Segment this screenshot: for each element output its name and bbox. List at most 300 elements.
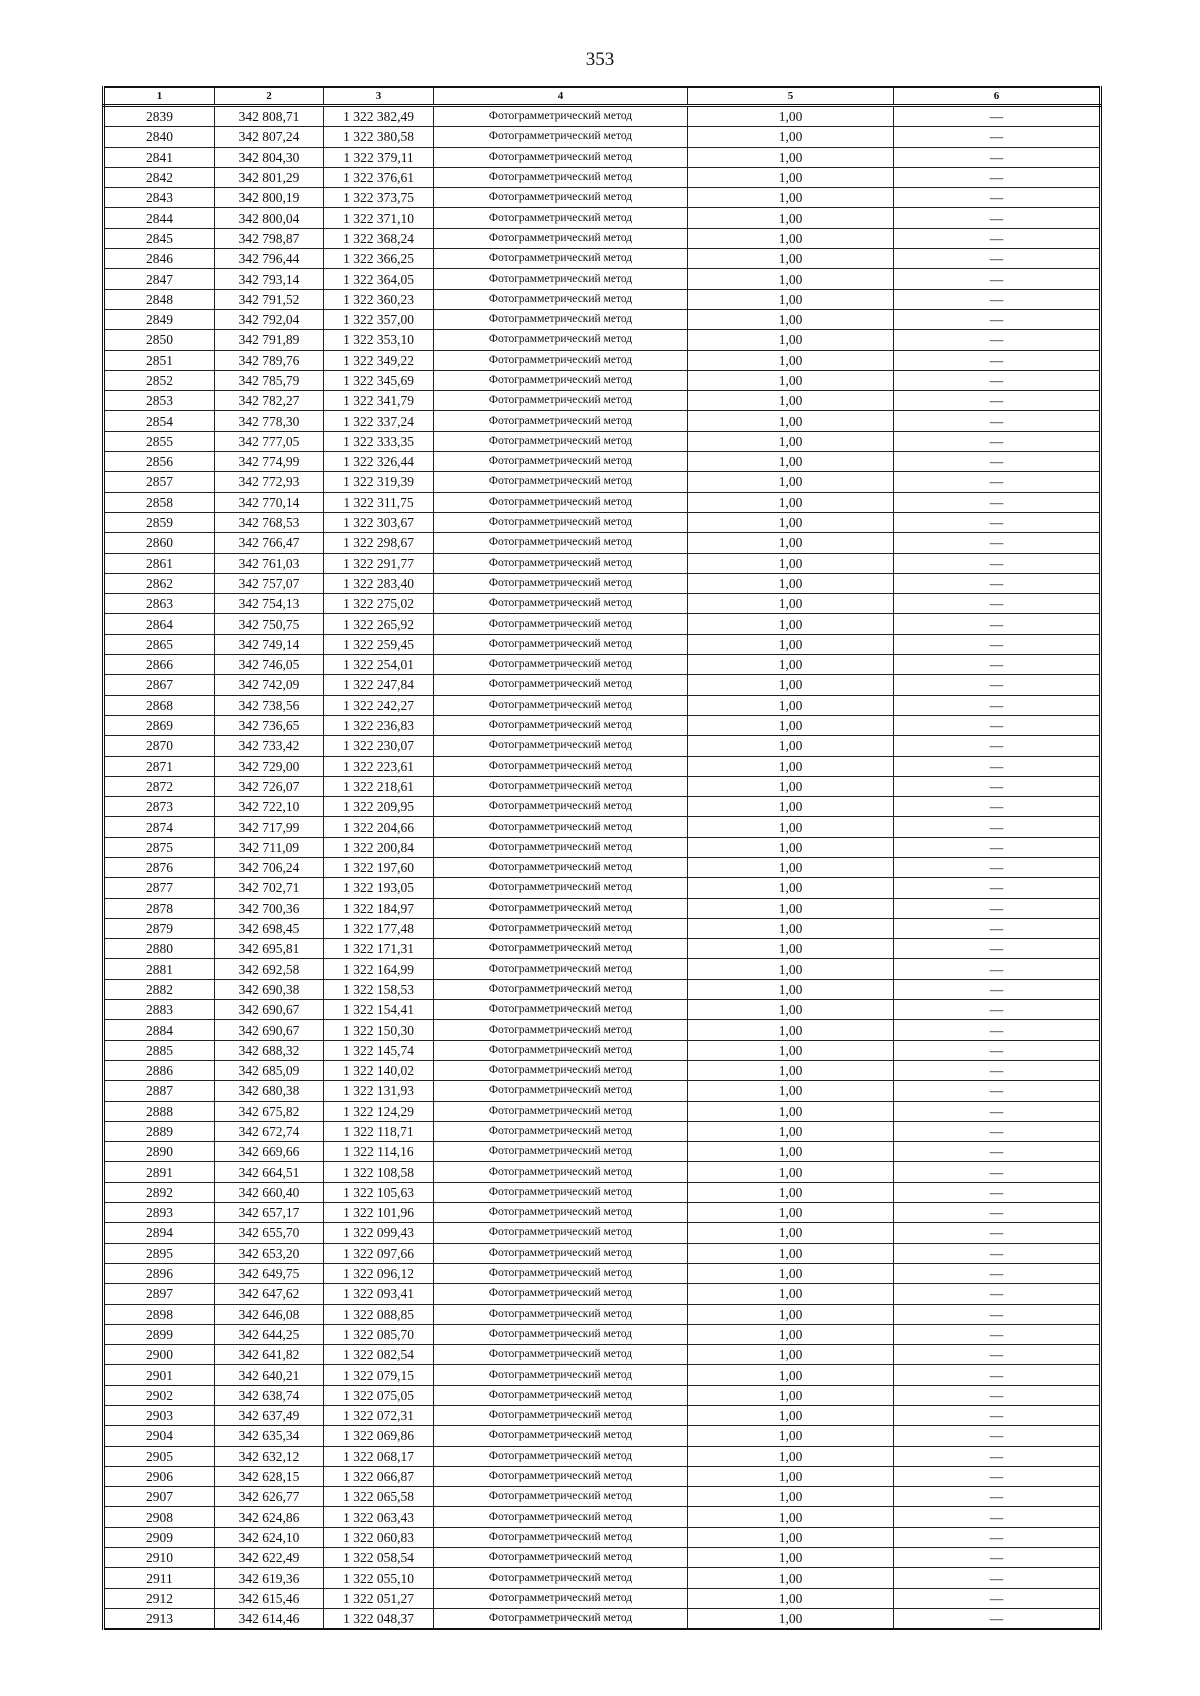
point-number-cell: 2868 xyxy=(104,695,215,715)
accuracy-cell: 1,00 xyxy=(688,715,894,735)
point-number-cell: 2841 xyxy=(104,147,215,167)
y-coordinate-cell: 1 322 326,44 xyxy=(324,452,434,472)
x-coordinate-cell: 342 692,58 xyxy=(215,959,324,979)
x-coordinate-cell: 342 789,76 xyxy=(215,350,324,370)
table-row xyxy=(104,1223,1101,1243)
accuracy-cell: 1,00 xyxy=(688,228,894,248)
note-cell: — xyxy=(894,533,1101,553)
table-row xyxy=(104,1304,1101,1324)
accuracy-cell: 1,00 xyxy=(688,269,894,289)
y-coordinate-cell: 1 322 101,96 xyxy=(324,1203,434,1223)
accuracy-cell: 1,00 xyxy=(688,1548,894,1568)
accuracy-cell: 1,00 xyxy=(688,1203,894,1223)
point-number-cell: 2878 xyxy=(104,898,215,918)
note-cell: — xyxy=(894,573,1101,593)
point-number-cell: 2855 xyxy=(104,431,215,451)
y-coordinate-cell: 1 322 247,84 xyxy=(324,675,434,695)
point-number-cell: 2871 xyxy=(104,756,215,776)
note-cell: — xyxy=(894,249,1101,269)
method-cell: Фотограмметрический метод xyxy=(434,1507,688,1527)
x-coordinate-cell: 342 690,38 xyxy=(215,979,324,999)
method-cell: Фотограмметрический метод xyxy=(434,1263,688,1283)
y-coordinate-cell: 1 322 380,58 xyxy=(324,127,434,147)
point-number-cell: 2865 xyxy=(104,634,215,654)
y-coordinate-cell: 1 322 140,02 xyxy=(324,1060,434,1080)
y-coordinate-cell: 1 322 063,43 xyxy=(324,1507,434,1527)
method-cell: Фотограмметрический метод xyxy=(434,898,688,918)
x-coordinate-cell: 342 733,42 xyxy=(215,736,324,756)
table-row xyxy=(104,655,1101,675)
method-cell: Фотограмметрический метод xyxy=(434,309,688,329)
table-row xyxy=(104,411,1101,431)
x-coordinate-cell: 342 791,52 xyxy=(215,289,324,309)
point-number-cell: 2861 xyxy=(104,553,215,573)
accuracy-cell: 1,00 xyxy=(688,979,894,999)
method-cell: Фотограмметрический метод xyxy=(434,939,688,959)
point-number-cell: 2839 xyxy=(104,106,215,127)
y-coordinate-cell: 1 322 051,27 xyxy=(324,1588,434,1608)
x-coordinate-cell: 342 626,77 xyxy=(215,1487,324,1507)
method-cell: Фотограмметрический метод xyxy=(434,1060,688,1080)
table-row xyxy=(104,857,1101,877)
y-coordinate-cell: 1 322 105,63 xyxy=(324,1182,434,1202)
accuracy-cell: 1,00 xyxy=(688,655,894,675)
note-cell: — xyxy=(894,878,1101,898)
method-cell: Фотограмметрический метод xyxy=(434,1040,688,1060)
point-number-cell: 2888 xyxy=(104,1101,215,1121)
table-row xyxy=(104,695,1101,715)
accuracy-cell: 1,00 xyxy=(688,1040,894,1060)
y-coordinate-cell: 1 322 382,49 xyxy=(324,106,434,127)
accuracy-cell: 1,00 xyxy=(688,208,894,228)
accuracy-cell: 1,00 xyxy=(688,1182,894,1202)
table-row xyxy=(104,1588,1101,1608)
x-coordinate-cell: 342 726,07 xyxy=(215,776,324,796)
note-cell: — xyxy=(894,269,1101,289)
note-cell: — xyxy=(894,776,1101,796)
accuracy-cell: 1,00 xyxy=(688,249,894,269)
point-number-cell: 2870 xyxy=(104,736,215,756)
table-row xyxy=(104,492,1101,512)
point-number-cell: 2857 xyxy=(104,472,215,492)
accuracy-cell: 1,00 xyxy=(688,127,894,147)
method-cell: Фотограмметрический метод xyxy=(434,594,688,614)
accuracy-cell: 1,00 xyxy=(688,391,894,411)
point-number-cell: 2885 xyxy=(104,1040,215,1060)
method-cell: Фотограмметрический метод xyxy=(434,188,688,208)
y-coordinate-cell: 1 322 371,10 xyxy=(324,208,434,228)
point-number-cell: 2858 xyxy=(104,492,215,512)
table-row xyxy=(104,512,1101,532)
y-coordinate-cell: 1 322 259,45 xyxy=(324,634,434,654)
x-coordinate-cell: 342 688,32 xyxy=(215,1040,324,1060)
y-coordinate-cell: 1 322 060,83 xyxy=(324,1527,434,1547)
table-row xyxy=(104,756,1101,776)
x-coordinate-cell: 342 768,53 xyxy=(215,512,324,532)
method-cell: Фотограмметрический метод xyxy=(434,1162,688,1182)
note-cell: — xyxy=(894,1182,1101,1202)
accuracy-cell: 1,00 xyxy=(688,1608,894,1629)
table-row xyxy=(104,776,1101,796)
y-coordinate-cell: 1 322 254,01 xyxy=(324,655,434,675)
table-row xyxy=(104,959,1101,979)
point-number-cell: 2899 xyxy=(104,1324,215,1344)
point-number-cell: 2846 xyxy=(104,249,215,269)
accuracy-cell: 1,00 xyxy=(688,1121,894,1141)
x-coordinate-cell: 342 777,05 xyxy=(215,431,324,451)
x-coordinate-cell: 342 711,09 xyxy=(215,837,324,857)
x-coordinate-cell: 342 766,47 xyxy=(215,533,324,553)
accuracy-cell: 1,00 xyxy=(688,1385,894,1405)
x-coordinate-cell: 342 754,13 xyxy=(215,594,324,614)
note-cell: — xyxy=(894,127,1101,147)
table-row xyxy=(104,1446,1101,1466)
accuracy-cell: 1,00 xyxy=(688,1406,894,1426)
x-coordinate-cell: 342 702,71 xyxy=(215,878,324,898)
note-cell: — xyxy=(894,1345,1101,1365)
table-row xyxy=(104,391,1101,411)
x-coordinate-cell: 342 655,70 xyxy=(215,1223,324,1243)
accuracy-cell: 1,00 xyxy=(688,695,894,715)
accuracy-cell: 1,00 xyxy=(688,1223,894,1243)
table-row xyxy=(104,573,1101,593)
point-number-cell: 2875 xyxy=(104,837,215,857)
method-cell: Фотограмметрический метод xyxy=(434,1466,688,1486)
note-cell: — xyxy=(894,370,1101,390)
accuracy-cell: 1,00 xyxy=(688,756,894,776)
table-row xyxy=(104,1121,1101,1141)
x-coordinate-cell: 342 698,45 xyxy=(215,918,324,938)
note-cell: — xyxy=(894,167,1101,187)
accuracy-cell: 1,00 xyxy=(688,1162,894,1182)
table-row xyxy=(104,127,1101,147)
table-row xyxy=(104,452,1101,472)
y-coordinate-cell: 1 322 364,05 xyxy=(324,269,434,289)
point-number-cell: 2849 xyxy=(104,309,215,329)
method-cell: Фотограмметрический метод xyxy=(434,959,688,979)
point-number-cell: 2907 xyxy=(104,1487,215,1507)
method-cell: Фотограмметрический метод xyxy=(434,1365,688,1385)
note-cell: — xyxy=(894,1548,1101,1568)
y-coordinate-cell: 1 322 097,66 xyxy=(324,1243,434,1263)
x-coordinate-cell: 342 624,86 xyxy=(215,1507,324,1527)
table-row xyxy=(104,1000,1101,1020)
accuracy-cell: 1,00 xyxy=(688,1345,894,1365)
table-row xyxy=(104,533,1101,553)
y-coordinate-cell: 1 322 345,69 xyxy=(324,370,434,390)
x-coordinate-cell: 342 785,79 xyxy=(215,370,324,390)
note-cell: — xyxy=(894,1568,1101,1588)
y-coordinate-cell: 1 322 298,67 xyxy=(324,533,434,553)
accuracy-cell: 1,00 xyxy=(688,1446,894,1466)
x-coordinate-cell: 342 653,20 xyxy=(215,1243,324,1263)
accuracy-cell: 1,00 xyxy=(688,898,894,918)
method-cell: Фотограмметрический метод xyxy=(434,1000,688,1020)
accuracy-cell: 1,00 xyxy=(688,1324,894,1344)
note-cell: — xyxy=(894,1223,1101,1243)
method-cell: Фотограмметрический метод xyxy=(434,533,688,553)
method-cell: Фотограмметрический метод xyxy=(434,1588,688,1608)
note-cell: — xyxy=(894,1121,1101,1141)
y-coordinate-cell: 1 322 066,87 xyxy=(324,1466,434,1486)
point-number-cell: 2896 xyxy=(104,1263,215,1283)
table-row xyxy=(104,370,1101,390)
y-coordinate-cell: 1 322 131,93 xyxy=(324,1081,434,1101)
table-row xyxy=(104,350,1101,370)
table-row xyxy=(104,614,1101,634)
accuracy-cell: 1,00 xyxy=(688,1365,894,1385)
y-coordinate-cell: 1 322 379,11 xyxy=(324,147,434,167)
y-coordinate-cell: 1 322 197,60 xyxy=(324,857,434,877)
y-coordinate-cell: 1 322 341,79 xyxy=(324,391,434,411)
table-row xyxy=(104,817,1101,837)
table-row xyxy=(104,1426,1101,1446)
method-cell: Фотограмметрический метод xyxy=(434,614,688,634)
y-coordinate-cell: 1 322 099,43 xyxy=(324,1223,434,1243)
x-coordinate-cell: 342 808,71 xyxy=(215,106,324,127)
table-row xyxy=(104,431,1101,451)
accuracy-cell: 1,00 xyxy=(688,797,894,817)
point-number-cell: 2903 xyxy=(104,1406,215,1426)
x-coordinate-cell: 342 647,62 xyxy=(215,1284,324,1304)
x-coordinate-cell: 342 669,66 xyxy=(215,1142,324,1162)
y-coordinate-cell: 1 322 366,25 xyxy=(324,249,434,269)
y-coordinate-cell: 1 322 311,75 xyxy=(324,492,434,512)
table-row xyxy=(104,188,1101,208)
method-cell: Фотограмметрический метод xyxy=(434,391,688,411)
method-cell: Фотограмметрический метод xyxy=(434,1081,688,1101)
x-coordinate-cell: 342 706,24 xyxy=(215,857,324,877)
method-cell: Фотограмметрический метод xyxy=(434,918,688,938)
point-number-cell: 2851 xyxy=(104,350,215,370)
method-cell: Фотограмметрический метод xyxy=(434,675,688,695)
y-coordinate-cell: 1 322 164,99 xyxy=(324,959,434,979)
x-coordinate-cell: 342 798,87 xyxy=(215,228,324,248)
x-coordinate-cell: 342 635,34 xyxy=(215,1426,324,1446)
point-number-cell: 2881 xyxy=(104,959,215,979)
method-cell: Фотограмметрический метод xyxy=(434,1121,688,1141)
table-row xyxy=(104,1060,1101,1080)
x-coordinate-cell: 342 632,12 xyxy=(215,1446,324,1466)
accuracy-cell: 1,00 xyxy=(688,1101,894,1121)
accuracy-cell: 1,00 xyxy=(688,1263,894,1283)
method-cell: Фотограмметрический метод xyxy=(434,411,688,431)
point-number-cell: 2911 xyxy=(104,1568,215,1588)
method-cell: Фотограмметрический метод xyxy=(434,1406,688,1426)
y-coordinate-cell: 1 322 230,07 xyxy=(324,736,434,756)
table-row xyxy=(104,1466,1101,1486)
accuracy-cell: 1,00 xyxy=(688,634,894,654)
method-cell: Фотограмметрический метод xyxy=(434,736,688,756)
method-cell: Фотограмметрический метод xyxy=(434,1284,688,1304)
accuracy-cell: 1,00 xyxy=(688,918,894,938)
y-coordinate-cell: 1 322 319,39 xyxy=(324,472,434,492)
note-cell: — xyxy=(894,655,1101,675)
method-cell: Фотограмметрический метод xyxy=(434,817,688,837)
point-number-cell: 2900 xyxy=(104,1345,215,1365)
note-cell: — xyxy=(894,1203,1101,1223)
y-coordinate-cell: 1 322 145,74 xyxy=(324,1040,434,1060)
method-cell: Фотограмметрический метод xyxy=(434,573,688,593)
point-number-cell: 2892 xyxy=(104,1182,215,1202)
point-number-cell: 2894 xyxy=(104,1223,215,1243)
y-coordinate-cell: 1 322 158,53 xyxy=(324,979,434,999)
note-cell: — xyxy=(894,411,1101,431)
accuracy-cell: 1,00 xyxy=(688,1020,894,1040)
accuracy-cell: 1,00 xyxy=(688,817,894,837)
table-row xyxy=(104,1324,1101,1344)
method-cell: Фотограмметрический метод xyxy=(434,1487,688,1507)
point-number-cell: 2895 xyxy=(104,1243,215,1263)
note-cell: — xyxy=(894,431,1101,451)
accuracy-cell: 1,00 xyxy=(688,167,894,187)
y-coordinate-cell: 1 322 124,29 xyxy=(324,1101,434,1121)
point-number-cell: 2890 xyxy=(104,1142,215,1162)
accuracy-cell: 1,00 xyxy=(688,370,894,390)
table-row xyxy=(104,634,1101,654)
point-number-cell: 2879 xyxy=(104,918,215,938)
x-coordinate-cell: 342 622,49 xyxy=(215,1548,324,1568)
method-cell: Фотограмметрический метод xyxy=(434,655,688,675)
note-cell: — xyxy=(894,472,1101,492)
note-cell: — xyxy=(894,1101,1101,1121)
table-row xyxy=(104,1020,1101,1040)
x-coordinate-cell: 342 801,29 xyxy=(215,167,324,187)
y-coordinate-cell: 1 322 236,83 xyxy=(324,715,434,735)
method-cell: Фотограмметрический метод xyxy=(434,1324,688,1344)
point-number-cell: 2874 xyxy=(104,817,215,837)
y-coordinate-cell: 1 322 171,31 xyxy=(324,939,434,959)
table-row xyxy=(104,898,1101,918)
x-coordinate-cell: 342 690,67 xyxy=(215,1000,324,1020)
table-row xyxy=(104,1345,1101,1365)
x-coordinate-cell: 342 804,30 xyxy=(215,147,324,167)
y-coordinate-cell: 1 322 114,16 xyxy=(324,1142,434,1162)
table-row xyxy=(104,1507,1101,1527)
x-coordinate-cell: 342 646,08 xyxy=(215,1304,324,1324)
accuracy-cell: 1,00 xyxy=(688,533,894,553)
y-coordinate-cell: 1 322 333,35 xyxy=(324,431,434,451)
note-cell: — xyxy=(894,1385,1101,1405)
method-cell: Фотограмметрический метод xyxy=(434,147,688,167)
method-cell: Фотограмметрический метод xyxy=(434,553,688,573)
point-number-cell: 2893 xyxy=(104,1203,215,1223)
method-cell: Фотограмметрический метод xyxy=(434,1548,688,1568)
table-row xyxy=(104,715,1101,735)
point-number-cell: 2880 xyxy=(104,939,215,959)
note-cell: — xyxy=(894,857,1101,877)
x-coordinate-cell: 342 757,07 xyxy=(215,573,324,593)
note-cell: — xyxy=(894,1608,1101,1629)
method-cell: Фотограмметрический метод xyxy=(434,269,688,289)
x-coordinate-cell: 342 672,74 xyxy=(215,1121,324,1141)
method-cell: Фотограмметрический метод xyxy=(434,1020,688,1040)
note-cell: — xyxy=(894,147,1101,167)
y-coordinate-cell: 1 322 118,71 xyxy=(324,1121,434,1141)
note-cell: — xyxy=(894,309,1101,329)
y-coordinate-cell: 1 322 088,85 xyxy=(324,1304,434,1324)
accuracy-cell: 1,00 xyxy=(688,289,894,309)
y-coordinate-cell: 1 322 068,17 xyxy=(324,1446,434,1466)
y-coordinate-cell: 1 322 275,02 xyxy=(324,594,434,614)
accuracy-cell: 1,00 xyxy=(688,330,894,350)
x-coordinate-cell: 342 796,44 xyxy=(215,249,324,269)
table-row xyxy=(104,249,1101,269)
y-coordinate-cell: 1 322 177,48 xyxy=(324,918,434,938)
y-coordinate-cell: 1 322 085,70 xyxy=(324,1324,434,1344)
note-cell: — xyxy=(894,1243,1101,1263)
table-row xyxy=(104,878,1101,898)
method-cell: Фотограмметрический метод xyxy=(434,1446,688,1466)
x-coordinate-cell: 342 664,51 xyxy=(215,1162,324,1182)
x-coordinate-cell: 342 700,36 xyxy=(215,898,324,918)
y-coordinate-cell: 1 322 200,84 xyxy=(324,837,434,857)
point-number-cell: 2852 xyxy=(104,370,215,390)
method-cell: Фотограмметрический метод xyxy=(434,1243,688,1263)
point-number-cell: 2842 xyxy=(104,167,215,187)
accuracy-cell: 1,00 xyxy=(688,472,894,492)
y-coordinate-cell: 1 322 193,05 xyxy=(324,878,434,898)
point-number-cell: 2860 xyxy=(104,533,215,553)
point-number-cell: 2909 xyxy=(104,1527,215,1547)
accuracy-cell: 1,00 xyxy=(688,1060,894,1080)
method-cell: Фотограмметрический метод xyxy=(434,492,688,512)
note-cell: — xyxy=(894,391,1101,411)
note-cell: — xyxy=(894,695,1101,715)
y-coordinate-cell: 1 322 357,00 xyxy=(324,309,434,329)
x-coordinate-cell: 342 742,09 xyxy=(215,675,324,695)
table-row xyxy=(104,1081,1101,1101)
method-cell: Фотограмметрический метод xyxy=(434,1203,688,1223)
note-cell: — xyxy=(894,1040,1101,1060)
method-cell: Фотограмметрический метод xyxy=(434,208,688,228)
x-coordinate-cell: 342 722,10 xyxy=(215,797,324,817)
accuracy-cell: 1,00 xyxy=(688,1304,894,1324)
y-coordinate-cell: 1 322 265,92 xyxy=(324,614,434,634)
method-cell: Фотограмметрический метод xyxy=(434,167,688,187)
x-coordinate-cell: 342 638,74 xyxy=(215,1385,324,1405)
point-number-cell: 2886 xyxy=(104,1060,215,1080)
note-cell: — xyxy=(894,634,1101,654)
y-coordinate-cell: 1 322 291,77 xyxy=(324,553,434,573)
y-coordinate-cell: 1 322 349,22 xyxy=(324,350,434,370)
accuracy-cell: 1,00 xyxy=(688,878,894,898)
table-row xyxy=(104,1527,1101,1547)
note-cell: — xyxy=(894,1406,1101,1426)
x-coordinate-cell: 342 695,81 xyxy=(215,939,324,959)
point-number-cell: 2908 xyxy=(104,1507,215,1527)
accuracy-cell: 1,00 xyxy=(688,837,894,857)
method-cell: Фотограмметрический метод xyxy=(434,452,688,472)
point-number-cell: 2853 xyxy=(104,391,215,411)
table-row xyxy=(104,1568,1101,1588)
accuracy-cell: 1,00 xyxy=(688,553,894,573)
method-cell: Фотограмметрический метод xyxy=(434,979,688,999)
note-cell: — xyxy=(894,208,1101,228)
method-cell: Фотограмметрический метод xyxy=(434,249,688,269)
accuracy-cell: 1,00 xyxy=(688,1487,894,1507)
point-number-cell: 2912 xyxy=(104,1588,215,1608)
table-row xyxy=(104,167,1101,187)
x-coordinate-cell: 342 738,56 xyxy=(215,695,324,715)
x-coordinate-cell: 342 675,82 xyxy=(215,1101,324,1121)
table-row xyxy=(104,1142,1101,1162)
table-row xyxy=(104,1284,1101,1304)
y-coordinate-cell: 1 322 055,10 xyxy=(324,1568,434,1588)
point-number-cell: 2891 xyxy=(104,1162,215,1182)
point-number-cell: 2859 xyxy=(104,512,215,532)
point-number-cell: 2847 xyxy=(104,269,215,289)
